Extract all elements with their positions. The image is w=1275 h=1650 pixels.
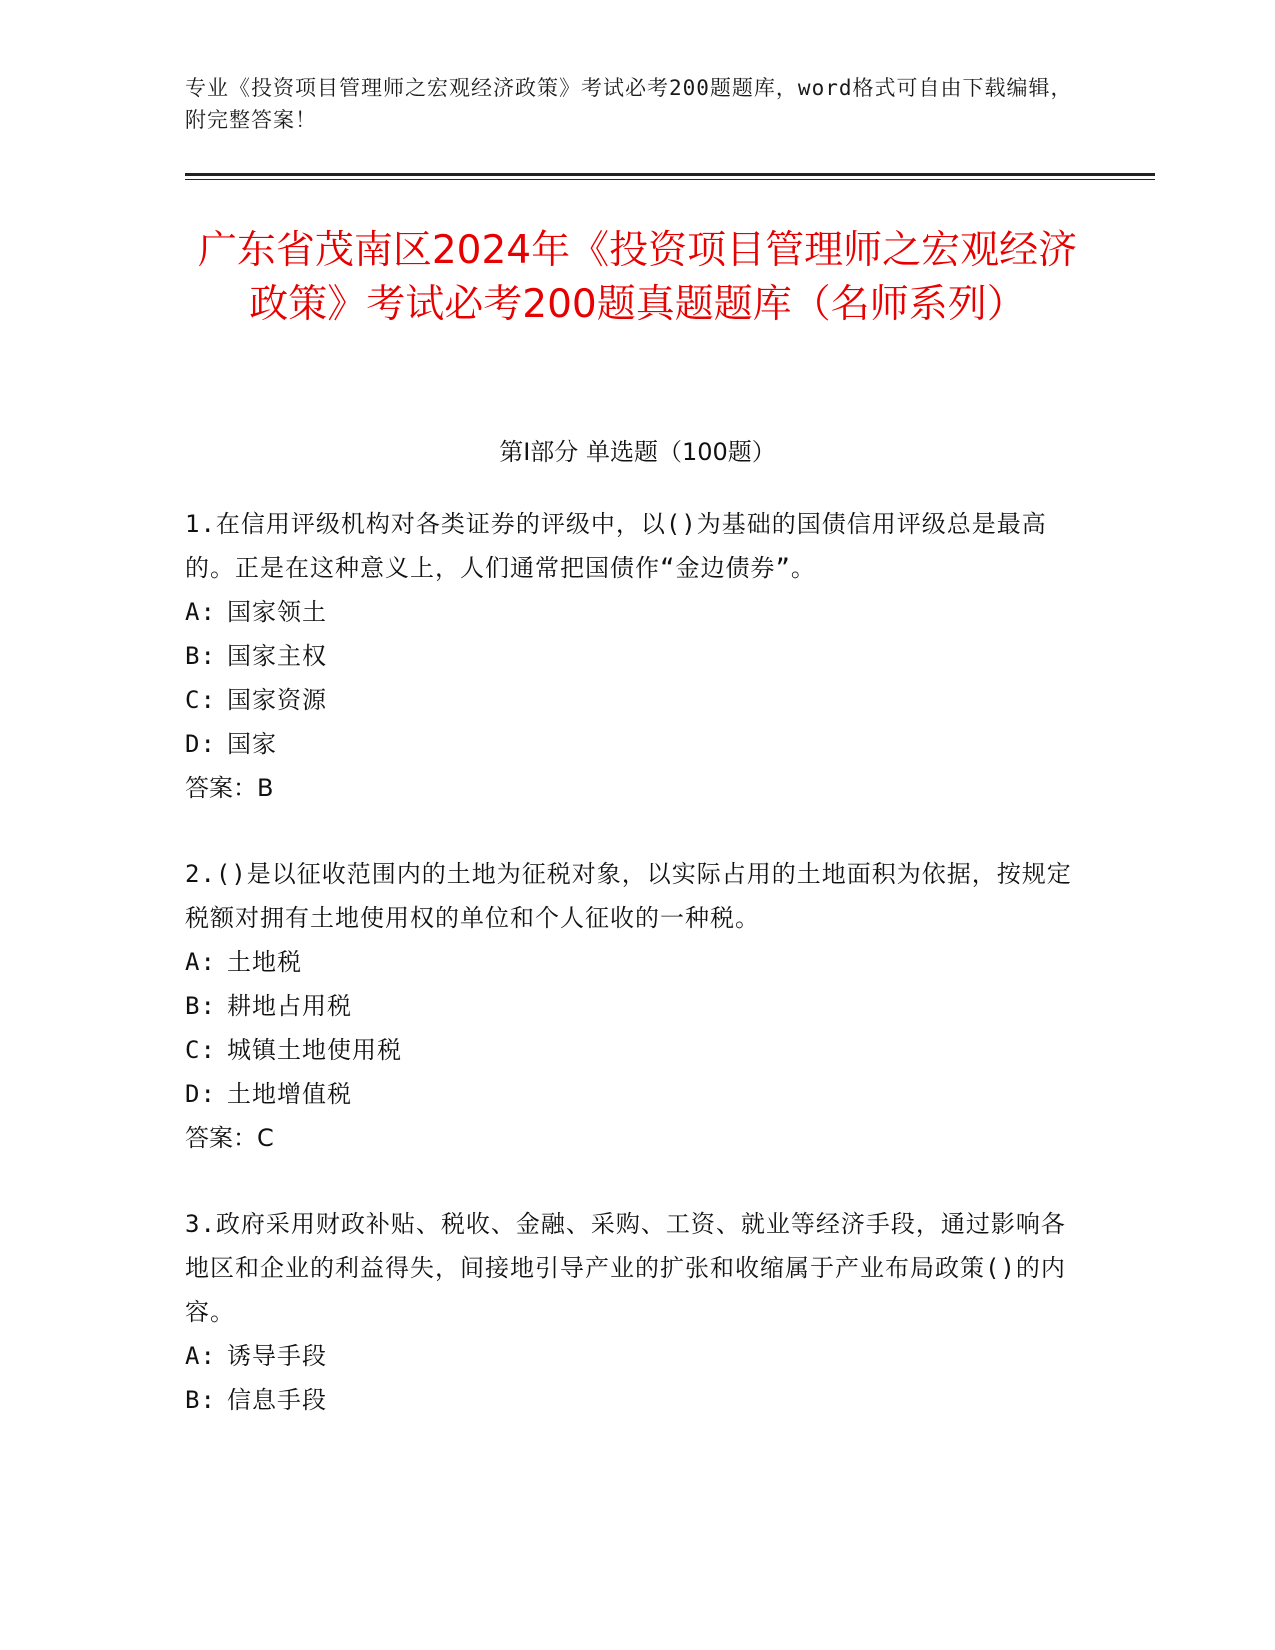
option-b xyxy=(185,1378,1090,1422)
option-key: C: xyxy=(185,1036,216,1064)
question-stem: 1.在信用评级机构对各类证券的评级中，以()为基础的国债信用评级总是最高的。正是在这种意义上，人们通常把国债作“金边债券”。 xyxy=(185,510,1047,582)
option-text: 国家资源 xyxy=(227,686,327,714)
answer: 答案：B xyxy=(185,774,274,802)
option-b xyxy=(185,984,1090,1028)
option-text: 土地税 xyxy=(227,948,302,976)
option-key: C: xyxy=(185,686,216,714)
option-c xyxy=(185,678,1090,722)
question-3 xyxy=(185,1202,1090,1422)
option-key: D: xyxy=(185,1080,216,1108)
question-stem: 3.政府采用财政补贴、税收、金融、采购、工资、就业等经济手段，通过影响各地区和企业的利益得失，间接地引导产业的扩张和收缩属于产业布局政策()的内容。 xyxy=(185,1210,1066,1326)
question-stem: 2.()是以征收范围内的土地为征税对象，以实际占用的土地面积为依据，按规定税额对拥有土地使用权的单位和个人征收的一种税。 xyxy=(185,860,1072,932)
option-text: 诱导手段 xyxy=(227,1342,327,1370)
option-b xyxy=(185,634,1090,678)
option-text: 耕地占用税 xyxy=(227,992,352,1020)
question-1 xyxy=(185,502,1090,810)
option-key: B: xyxy=(185,992,216,1020)
document-title: 广东省茂南区2024年《投资项目管理师之宏观经济政策》考试必考200题真题题库（名师系列） xyxy=(197,228,1078,327)
option-a xyxy=(185,940,1090,984)
option-text: 国家主权 xyxy=(227,642,327,670)
option-text: 土地增值税 xyxy=(227,1080,352,1108)
option-key: B: xyxy=(185,1386,216,1414)
option-key: B: xyxy=(185,642,216,670)
header-rule-thick xyxy=(185,173,1155,176)
option-key: A: xyxy=(185,948,216,976)
option-text: 国家 xyxy=(227,730,277,758)
option-a xyxy=(185,1334,1090,1378)
option-key: D: xyxy=(185,730,216,758)
option-key: A: xyxy=(185,598,216,626)
option-d xyxy=(185,722,1090,766)
option-text: 城镇土地使用税 xyxy=(227,1036,402,1064)
option-text: 国家领土 xyxy=(227,598,327,626)
option-a xyxy=(185,590,1090,634)
option-key: A: xyxy=(185,1342,216,1370)
header-rule-thin xyxy=(185,179,1155,180)
option-text: 信息手段 xyxy=(227,1386,327,1414)
answer: 答案：C xyxy=(185,1124,274,1152)
header-note: 专业《投资项目管理师之宏观经济政策》考试必考200题题库，word格式可自由下载编辑，附完整答案！ xyxy=(185,76,1073,132)
option-d xyxy=(185,1072,1090,1116)
question-2 xyxy=(185,852,1090,1160)
option-c xyxy=(185,1028,1090,1072)
section-heading: 第I部分 单选题（100题） xyxy=(499,438,776,466)
